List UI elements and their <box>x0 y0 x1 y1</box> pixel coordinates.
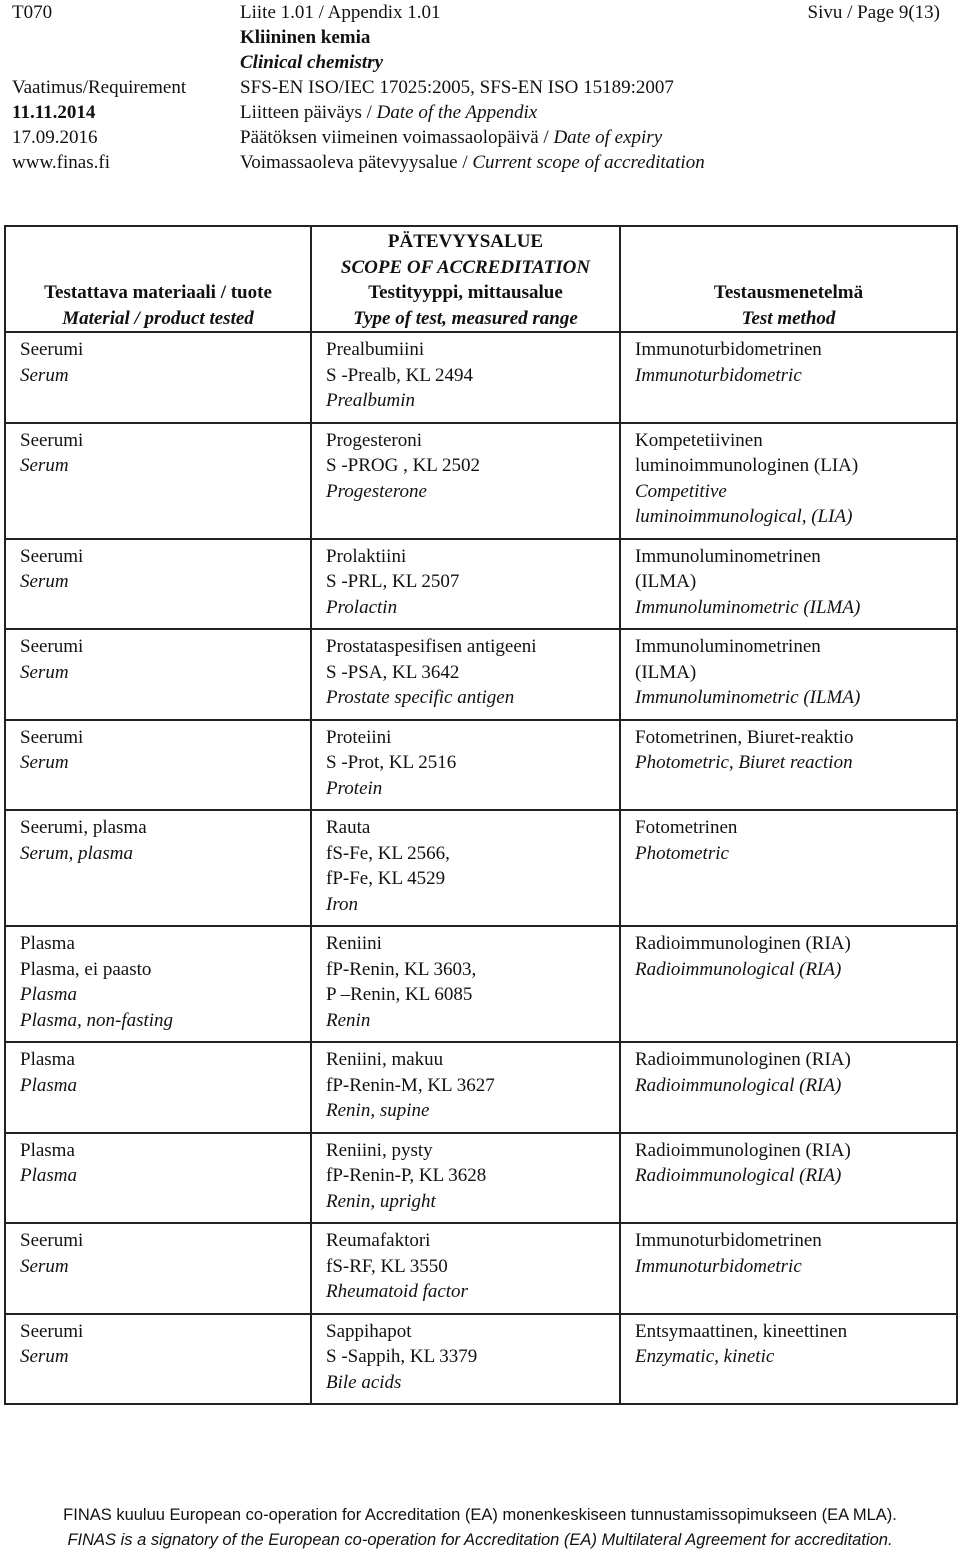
test-method-cell <box>620 629 957 720</box>
test-type-cell-line: Reniini, pysty <box>326 1139 433 1161</box>
test-method-cell-line: Immunoturbidometric <box>635 364 802 386</box>
material-cell <box>5 1042 311 1133</box>
test-type-cell-line: S -Prot, KL 2516 <box>326 752 457 773</box>
test-type-cell <box>311 1314 620 1405</box>
test-type-cell-line: Prolactin <box>326 596 398 618</box>
test-method-cell-line: Photometric <box>635 842 729 864</box>
page-number: Sivu / Page 9(13) <box>807 2 940 23</box>
current-scope-label: Voimassaoleva pätevyysalue / Current scope of accreditation <box>240 152 705 173</box>
test-type-cell-line: S -PSA, KL 3642 <box>326 661 460 683</box>
test-type-cell-line: Reniini, makuu <box>326 1049 444 1070</box>
test-method-cell-line: Kompetetiivinen <box>635 429 763 451</box>
test-method-cell <box>620 332 957 423</box>
scope-title-fi: PÄTEVYYSALUE <box>387 231 544 252</box>
header-row-6 <box>0 125 960 150</box>
test-type-cell-line: S -Sappih, KL 3379 <box>326 1346 478 1367</box>
table-row <box>5 423 957 539</box>
test-type-cell-line: Prostataspesifisen antigeeni <box>326 636 537 657</box>
table-body <box>5 332 957 1404</box>
material-cell <box>5 1314 311 1405</box>
page-footer <box>0 1503 960 1553</box>
test-type-cell <box>311 926 620 1042</box>
test-type-cell-line: Iron <box>326 893 359 915</box>
test-type-cell-line: Progesteroni <box>326 429 423 451</box>
doc-code: T070 <box>12 2 53 23</box>
test-method-cell-line: Immunoturbidometric <box>635 1255 802 1277</box>
test-type-cell <box>311 629 620 720</box>
material-cell-line: Plasma <box>20 984 77 1005</box>
material-cell <box>5 332 311 423</box>
table-row <box>5 1223 957 1314</box>
test-method-cell-line: (ILMA) <box>635 661 697 683</box>
material-cell-line: Plasma <box>20 1139 75 1161</box>
table-row <box>5 539 957 630</box>
material-cell <box>5 810 311 926</box>
table-row <box>5 926 957 1042</box>
test-type-cell-line: Reniini <box>326 933 382 954</box>
test-method-cell-line: Immunoluminometrinen <box>635 545 821 567</box>
test-method-cell-line: Radioimmunologinen (RIA) <box>635 1049 851 1070</box>
material-cell <box>5 926 311 1042</box>
test-type-cell-line: Progesterone <box>326 480 427 502</box>
test-method-cell-line: Immunoturbidometrinen <box>635 339 822 360</box>
requirement-label: Vaatimus/Requirement <box>12 77 187 98</box>
material-cell-line: Serum <box>20 1346 69 1367</box>
test-method-cell <box>620 539 957 630</box>
table-row <box>5 629 957 720</box>
header-row-3 <box>0 50 960 75</box>
test-type-cell-line: Renin <box>326 1009 371 1031</box>
test-type-cell <box>311 1223 620 1314</box>
material-cell-line: Serum <box>20 661 69 683</box>
test-method-cell-line: Immunoturbidometrinen <box>635 1230 822 1251</box>
table-row <box>5 332 957 423</box>
test-type-cell-line: Protein <box>326 777 383 799</box>
material-cell <box>5 629 311 720</box>
test-type-cell-line: Renin, upright <box>326 1190 436 1212</box>
material-cell-line: Seerumi <box>20 429 84 451</box>
test-type-cell-line: fP-Renin, KL 3603, <box>326 958 477 980</box>
test-type-cell-line: P –Renin, KL 6085 <box>326 984 473 1005</box>
header-row-4 <box>0 75 960 100</box>
material-cell-line: Serum <box>20 1255 69 1277</box>
test-method-cell <box>620 810 957 926</box>
test-type-cell-line: Bile acids <box>326 1371 402 1393</box>
appendix-date: 11.11.2014 <box>12 102 96 123</box>
test-type-cell-line: Sappihapot <box>326 1320 412 1342</box>
test-method-cell-line: Radioimmunological (RIA) <box>635 1074 842 1096</box>
header-row-1 <box>0 0 960 25</box>
test-type-cell <box>311 332 620 423</box>
test-method-cell-line: Radioimmunological (RIA) <box>635 958 842 980</box>
test-method-cell-line: Enzymatic, kinetic <box>635 1346 775 1367</box>
test-type-cell-line: fS-Fe, KL 2566, <box>326 842 450 864</box>
material-cell-line: Seerumi, plasma <box>20 817 147 838</box>
header-test-type: PÄTEVYYSALUE SCOPE OF ACCREDITATION Testityyppi, mittausalue Type of test, measured range <box>311 226 620 332</box>
test-method-cell-line: Radioimmunological (RIA) <box>635 1165 842 1186</box>
material-cell-line: Seerumi <box>20 1230 84 1251</box>
test-type-cell-line: Prostate specific antigen <box>326 687 515 708</box>
material-cell <box>5 1133 311 1224</box>
test-type-cell-line: fP-Fe, KL 4529 <box>326 868 446 889</box>
test-method-cell-line: Fotometrinen, Biuret-reaktio <box>635 726 854 748</box>
material-cell-line: Seerumi <box>20 636 84 657</box>
material-cell-line: Seerumi <box>20 726 84 748</box>
table-row <box>5 1042 957 1133</box>
test-type-cell-line: S -Prealb, KL 2494 <box>326 364 474 386</box>
footer-line-en: FINAS is a signatory of the European co-operation for Accreditation (EA) Multilateral Agreement for accreditation. <box>67 1531 893 1549</box>
test-type-cell <box>311 1042 620 1133</box>
material-cell-line: Seerumi <box>20 545 84 567</box>
finas-website-link[interactable]: www.finas.fi <box>12 152 110 173</box>
field-title-en: Clinical chemistry <box>240 52 384 73</box>
material-cell-line: Serum, plasma <box>20 842 133 864</box>
test-type-cell <box>311 1133 620 1224</box>
test-method-cell-line: Fotometrinen <box>635 817 738 838</box>
test-type-cell <box>311 423 620 539</box>
header-row-2 <box>0 25 960 50</box>
test-type-cell-line: Reumafaktori <box>326 1230 431 1251</box>
material-cell-line: Plasma <box>20 933 75 954</box>
header-row-7 <box>0 150 960 175</box>
test-method-cell-line: Radioimmunologinen (RIA) <box>635 1139 851 1161</box>
table-row <box>5 720 957 811</box>
test-method-cell <box>620 1042 957 1133</box>
scope-table <box>4 225 958 1405</box>
test-method-cell-line: Entsymaattinen, kineettinen <box>635 1320 848 1342</box>
test-method-cell-line: luminoimmunological, (LIA) <box>635 506 853 527</box>
test-method-cell-line: luminoimmunologinen (LIA) <box>635 455 859 476</box>
test-type-cell-line: fS-RF, KL 3550 <box>326 1255 448 1277</box>
material-cell-line: Plasma, non-fasting <box>20 1009 174 1031</box>
test-method-cell-line: Immunoluminometric (ILMA) <box>635 596 861 618</box>
test-type-cell-line: Prolaktiini <box>326 545 407 567</box>
test-method-cell <box>620 1133 957 1224</box>
footer-line-fi: FINAS kuuluu European co-operation for Accreditation (EA) monenkeskiseen tunnustamissopimukseen (EA MLA). <box>63 1506 897 1524</box>
table-row <box>5 1133 957 1224</box>
test-method-cell-line: Photometric, Biuret reaction <box>635 752 853 773</box>
test-method-cell <box>620 1223 957 1314</box>
test-method-cell-line: Immunoluminometric (ILMA) <box>635 687 861 708</box>
expiry-date: 17.09.2016 <box>12 127 98 148</box>
material-cell <box>5 720 311 811</box>
material-cell-line: Serum <box>20 364 69 386</box>
appendix-number: Liite 1.01 / Appendix 1.01 <box>240 2 441 23</box>
table-row <box>5 810 957 926</box>
material-cell-line: Seerumi <box>20 1320 84 1342</box>
test-type-cell-line: Proteiini <box>326 726 392 748</box>
test-type-cell-line: fP-Renin-P, KL 3628 <box>326 1165 487 1186</box>
test-type-cell-line: S -PROG , KL 2502 <box>326 455 480 476</box>
test-method-cell-line: (ILMA) <box>635 571 697 592</box>
material-cell-line: Serum <box>20 455 69 476</box>
test-type-cell <box>311 810 620 926</box>
test-method-cell <box>620 423 957 539</box>
test-method-cell <box>620 1314 957 1405</box>
header-test-method: Testausmenetelmä Test method <box>620 226 957 332</box>
test-type-cell-line: Prealbumin <box>326 390 416 411</box>
material-cell-line: Plasma <box>20 1165 77 1186</box>
test-type-cell-line: Prealbumiini <box>326 339 425 360</box>
test-type-cell-line: Rheumatoid factor <box>326 1281 468 1302</box>
test-method-cell-line: Radioimmunologinen (RIA) <box>635 933 851 954</box>
requirement-standards: SFS-EN ISO/IEC 17025:2005, SFS-EN ISO 15189:2007 <box>240 77 674 98</box>
material-cell-line: Serum <box>20 571 69 592</box>
test-method-cell <box>620 926 957 1042</box>
material-cell-line: Plasma <box>20 1074 77 1096</box>
header-material: Testattava materiaali / tuote Material / product tested <box>5 226 311 332</box>
table-header-row <box>5 226 957 332</box>
material-cell-line: Serum <box>20 752 69 773</box>
scope-title-en: SCOPE OF ACCREDITATION <box>340 256 591 278</box>
test-method-cell-line: Competitive <box>635 480 727 502</box>
test-type-cell-line: S -PRL, KL 2507 <box>326 571 460 592</box>
material-cell-line: Plasma <box>20 1049 75 1070</box>
material-cell <box>5 1223 311 1314</box>
appendix-date-label: Liitteen päiväys / Date of the Appendix <box>240 102 538 123</box>
field-title-fi: Kliininen kemia <box>240 27 371 48</box>
test-method-cell-line: Immunoluminometrinen <box>635 636 821 657</box>
test-type-cell-line: fP-Renin-M, KL 3627 <box>326 1074 495 1096</box>
test-type-cell-line: Renin, supine <box>326 1100 430 1121</box>
material-cell-line: Plasma, ei paasto <box>20 958 152 980</box>
page-header <box>0 0 960 175</box>
material-cell-line: Seerumi <box>20 339 84 360</box>
table-row <box>5 1314 957 1405</box>
material-cell <box>5 423 311 539</box>
expiry-date-label: Päätöksen viimeinen voimassaolopäivä / Date of expiry <box>240 127 663 148</box>
test-type-cell <box>311 720 620 811</box>
test-type-cell <box>311 539 620 630</box>
header-row-5 <box>0 100 960 125</box>
test-method-cell <box>620 720 957 811</box>
test-type-cell-line: Rauta <box>326 817 371 838</box>
material-cell <box>5 539 311 630</box>
